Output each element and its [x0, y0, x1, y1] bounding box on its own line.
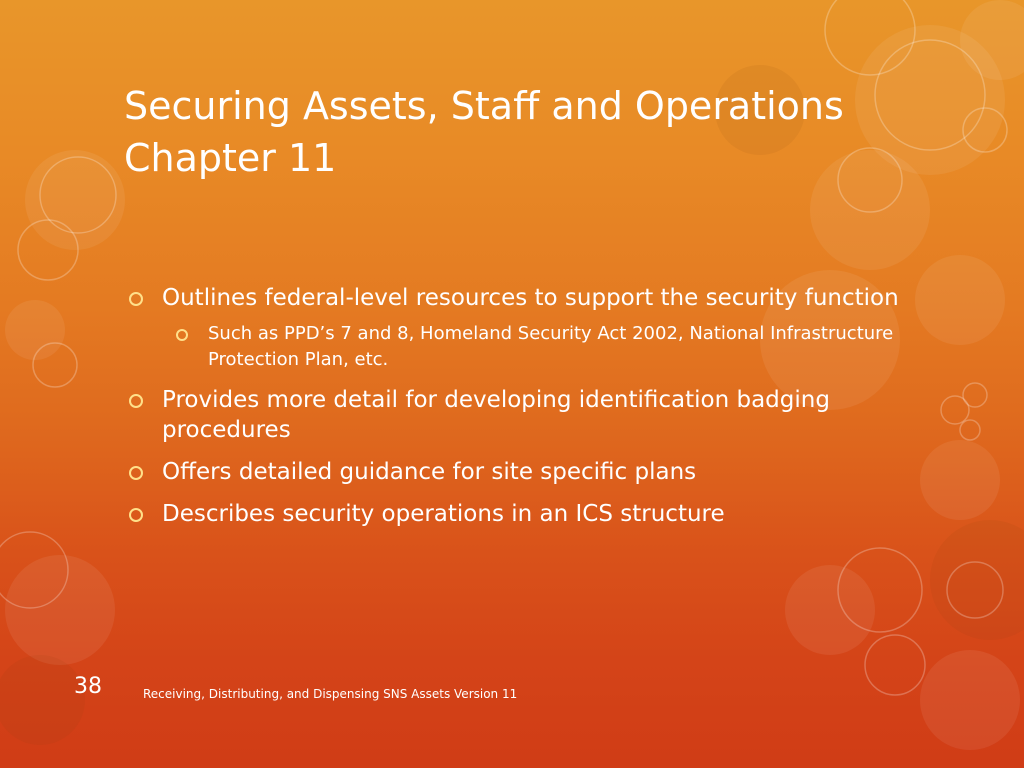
- hollow-circle-bullet-icon: [129, 508, 143, 522]
- bullet-item: [124, 385, 904, 445]
- sub-bullet-text: Such as PPD’s 7 and 8, Homeland Security Act 2002, National Infrastructure Protection Plan, etc.: [208, 323, 894, 370]
- bullet-list: [124, 283, 904, 541]
- slide-title: [124, 80, 944, 184]
- title-line-2: Chapter 11: [124, 136, 337, 180]
- bullet-item: [124, 499, 904, 529]
- bullet-text: Offers detailed guidance for site specific plans: [162, 459, 697, 485]
- sub-bullet-item: [124, 321, 904, 373]
- bullet-text: Provides more detail for developing identification badging procedures: [162, 387, 830, 443]
- hollow-circle-bullet-icon: [129, 394, 143, 408]
- slide-footer: Receiving, Distributing, and Dispensing SNS Assets Version 11: [143, 687, 518, 701]
- hollow-circle-bullet-icon: [129, 292, 143, 306]
- hollow-circle-bullet-icon: [176, 329, 188, 341]
- bullet-text: Describes security operations in an ICS structure: [162, 501, 725, 527]
- title-line-1: Securing Assets, Staff and Operations: [124, 84, 844, 128]
- bullet-item: [124, 457, 904, 487]
- hollow-circle-bullet-icon: [129, 466, 143, 480]
- bullet-text: Outlines federal-level resources to support the security function: [162, 285, 899, 311]
- slide-number: 38: [74, 674, 102, 699]
- bullet-item: [124, 283, 904, 313]
